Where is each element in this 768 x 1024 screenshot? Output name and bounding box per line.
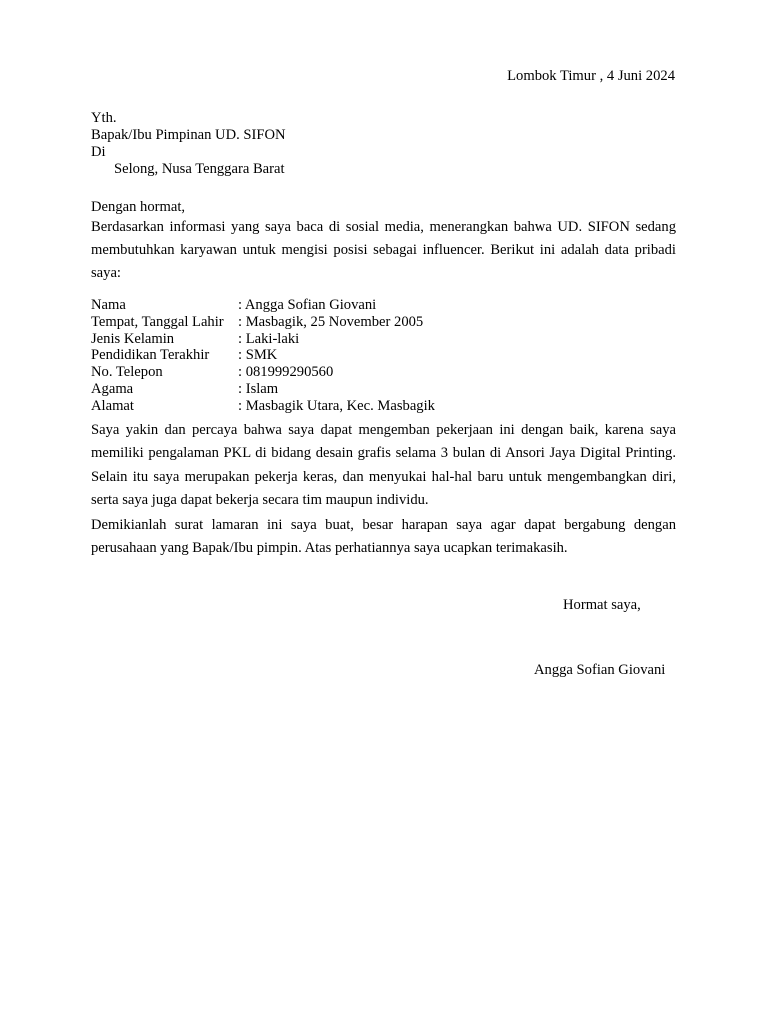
signature-name: Angga Sofian Giovani [534,662,666,678]
data-value: : Laki-laki [238,330,300,347]
recipient-greeting: Yth. [91,110,117,126]
data-row-telepon [91,364,435,381]
data-row-pendidikan [91,347,435,364]
recipient-block [91,110,286,178]
data-label: Agama [91,380,134,397]
data-value: : SMK [238,347,278,364]
data-row-agama [91,381,435,398]
data-row-alamat [91,398,435,415]
closing-paragraph: Demikianlah surat lamaran ini saya buat, besar harapan saya agar dapat bergabung dengan perusahaan yang Bapak/Ibu pimpin. Atas perhatiannya saya ucapkan terimakasih. [91,517,676,557]
recipient-location: Selong, Nusa Tenggara Barat [114,161,285,177]
data-label: Jenis Kelamin [91,330,175,347]
closing-greeting: Hormat saya, [563,597,641,613]
data-label: No. Telepon [91,364,163,381]
data-label: Tempat, Tanggal Lahir [91,313,224,330]
data-value: : Islam [238,380,279,397]
data-label: Nama [91,297,126,313]
data-value: : Angga Sofian Giovani [238,297,377,313]
intro-paragraph: Berdasarkan informasi yang saya baca di sosial media, menerangkan bahwa UD. SIFON sedang membutuhkan karyawan untuk mengisi posisi sebagai influencer. Berikut ini adalah data pribadi saya: [91,219,676,282]
salutation: Dengan hormat, [91,199,186,215]
data-row-jenis-kelamin [91,331,435,348]
recipient-di: Di [91,144,106,160]
personal-data-table [91,297,435,415]
experience-paragraph: Saya yakin dan percaya bahwa saya dapat mengemban pekerjaan ini dengan baik, karena saya memiliki pengalaman PKL di bidang desain grafis selama 3 bulan di Ansori Jaya Digital Printing. Selain itu saya merupakan pekerja keras, dan menyukai hal-hal baru untuk mengembangkan diri, serta saya juga dapat bekerja secara tim maupun individu. [91,422,676,509]
recipient-name: Bapak/Ibu Pimpinan UD. SIFON [91,127,286,143]
data-value: : Masbagik, 25 November 2005 [238,313,424,330]
data-row-nama [91,297,435,314]
data-value: : 081999290560 [238,364,334,381]
data-row-ttl [91,314,435,331]
data-label: Pendidikan Terakhir [91,347,210,364]
place-date: Lombok Timur , 4 Juni 2024 [507,68,675,84]
data-label: Alamat [91,397,134,414]
data-value: : Masbagik Utara, Kec. Masbagik [238,397,435,414]
